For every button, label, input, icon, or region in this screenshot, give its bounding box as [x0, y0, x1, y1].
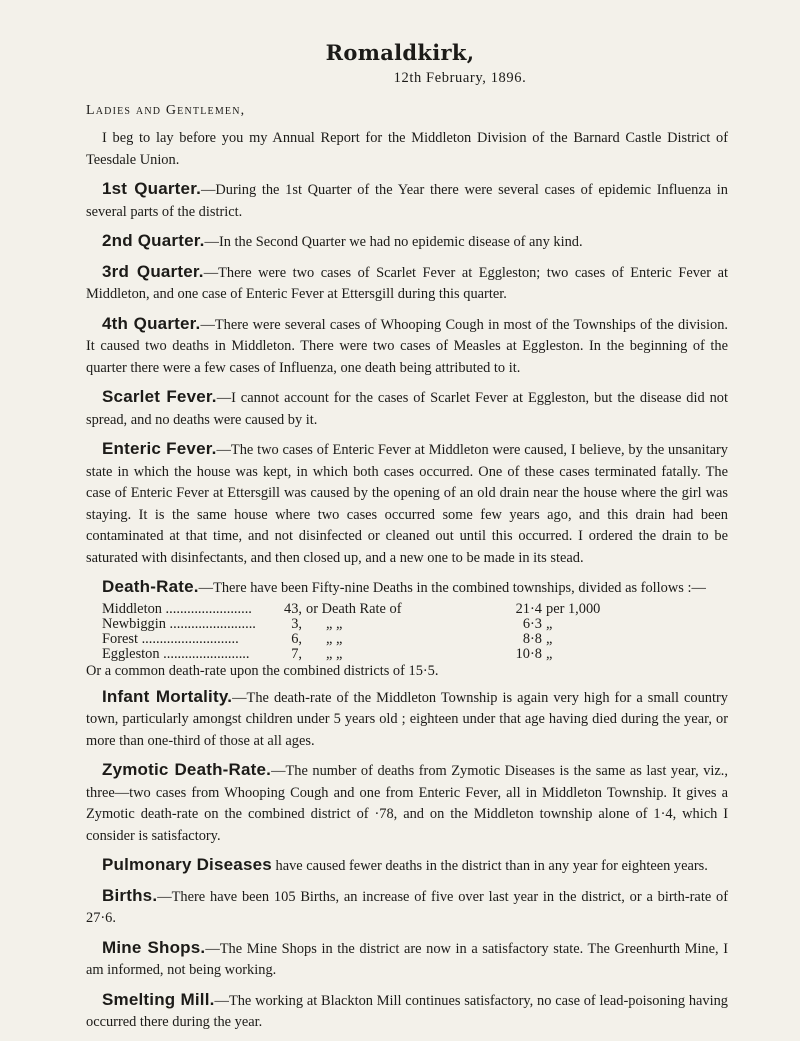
district-name: Eggleston ........................ — [102, 645, 250, 662]
section-heading: Mine Shops. — [102, 937, 206, 957]
section-text: —In the Second Quarter we had no epidemic disease of any kind. — [204, 234, 583, 250]
death-rate-value: 21·4 — [515, 600, 542, 617]
death-rate-table — [102, 602, 600, 662]
death-count: 6, — [291, 630, 302, 647]
section-3rd-quarter — [86, 261, 728, 306]
rate-label: „ „ — [326, 615, 343, 632]
rate-label: „ „ — [326, 645, 343, 662]
section-4th-quarter — [86, 313, 728, 380]
death-rate-value: 10·8 — [515, 645, 542, 662]
report-body — [86, 128, 728, 1041]
section-heading: Scarlet Fever. — [102, 387, 217, 406]
district-name: Forest ........................... — [102, 630, 239, 647]
section-heading: Death-Rate. — [102, 577, 199, 596]
section-text: —The number of deaths from Zymotic Diseases is the same as last year, viz., three—two cases from Whooping Cough and one from Enteric Fever, all in Middleton Township. It gives a Zymotic death-rate on the combined district of ·78, and on the Middleton township alone of 1·4, which I consider is satisfactory. — [86, 763, 728, 844]
section-smelting-mill — [86, 989, 728, 1034]
death-count: 43, — [284, 600, 302, 617]
rate-label: or Death Rate of — [306, 600, 402, 617]
rate-unit: per 1,000 — [546, 600, 601, 617]
report-date: 12th February, 1896. — [393, 70, 527, 86]
section-pulmonary-diseases — [86, 854, 728, 878]
section-text: —There have been 105 Births, an increase of five over last year in the district, or a birth-rate of 27·6. — [86, 888, 728, 926]
section-heading: Zymotic Death-Rate. — [102, 760, 272, 779]
section-births — [86, 885, 728, 930]
death-rate-value: 8·8 — [522, 630, 542, 647]
section-heading: 1st Quarter. — [102, 179, 201, 198]
district-name: Newbiggin ........................ — [102, 615, 256, 632]
section-death-rate — [86, 576, 728, 600]
death-rate-value: 6·3 — [522, 615, 542, 632]
section-text: —There were two cases of Scarlet Fever at Eggleston; two cases of Enteric Fever at Middleton, and one case of Enteric Fever at Ettersgill during this quarter. — [86, 264, 728, 302]
rate-label: „ „ — [326, 630, 343, 647]
death-summary: Or a common death-rate upon the combined districts of 15·5. — [86, 662, 439, 679]
rate-unit: „ — [546, 630, 553, 647]
section-zymotic-death-rate — [86, 759, 728, 847]
section-text: —I cannot account for the cases of Scarlet Fever at Eggleston, but the disease did not spread, and no deaths were caused by it. — [86, 390, 729, 428]
section-enteric-fever — [86, 438, 728, 569]
death-count: 3, — [291, 615, 302, 632]
intro-paragraph: I beg to lay before you my Annual Report for the Middleton Division of the Barnard Castle District of Teesdale Union. — [86, 130, 728, 168]
section-text: —The Mine Shops in the district are now in a satisfactory state. The Greenhurth Mine, I am informed, not being working. — [86, 940, 728, 978]
place-heading: Romaldkirk, — [325, 40, 475, 65]
section-heading: Births. — [102, 885, 158, 905]
section-heading: Pulmonary Diseases — [102, 855, 272, 874]
table-row — [102, 647, 600, 662]
table-row — [102, 617, 600, 632]
section-scarlet-fever — [86, 386, 728, 431]
section-heading: 2nd Quarter. — [102, 231, 205, 250]
section-text: —There have been Fifty-nine Deaths in the combined townships, divided as follows :— — [198, 580, 706, 596]
section-text: —There were several cases of Whooping Cough in most of the Townships of the division. It caused two deaths in Middleton. There were two cases of Measles at Eggleston. In the beginning of the quarter there were a few cases of Influenza, one death being attributed to it. — [86, 316, 728, 376]
section-text: —The two cases of Enteric Fever at Middleton were caused, I believe, by the unsanitary state in which the house was kept, in which both cases occurred. One of these cases terminated fatally. The case of Enteric Fever at Ettersgill was caused by the opening of an old drain near the house where the girl was staying. It is the same house where two cases occurred some few years ago, and this drain had been contaminated at that time, and not disinfected or cleaned out until this occurred. I ordered the drain to be saturated with disinfectants, and then closed up, and a new one to be made in its stead. — [86, 442, 728, 566]
section-text: —The working at Blackton Mill continues satisfactory, no case of lead-poisoning having occurred there during the year. — [86, 992, 728, 1030]
salutation: Ladies and Gentlemen, — [86, 103, 246, 118]
section-heading: Enteric Fever. — [102, 439, 217, 458]
section-1st-quarter — [86, 178, 728, 223]
section-heading: 3rd Quarter. — [102, 261, 204, 281]
section-heading: Infant Mortality. — [102, 686, 233, 706]
section-text: —The death-rate of the Middleton Township is again very high for a small country town, particularly amongst children under 5 years old ; eighteen under that age having died during the year, or more than one-third of those at all ages. — [86, 689, 728, 749]
section-infant-mortality — [86, 686, 728, 753]
section-heading: Smelting Mill. — [102, 989, 215, 1009]
section-2nd-quarter — [86, 230, 728, 254]
section-heading: 4th Quarter. — [102, 313, 201, 333]
rate-unit: „ — [546, 615, 553, 632]
section-text: have caused fewer deaths in the district than in any year for eighteen years. — [271, 858, 708, 874]
rate-unit: „ — [546, 645, 553, 662]
section-mine-shops — [86, 937, 728, 982]
section-text: —During the 1st Quarter of the Year there were several cases of epidemic Influenza in several parts of the district. — [86, 182, 728, 220]
table-row — [102, 632, 600, 647]
death-count: 7, — [291, 645, 302, 662]
table-row — [102, 602, 600, 617]
district-name: Middleton ........................ — [102, 600, 252, 617]
